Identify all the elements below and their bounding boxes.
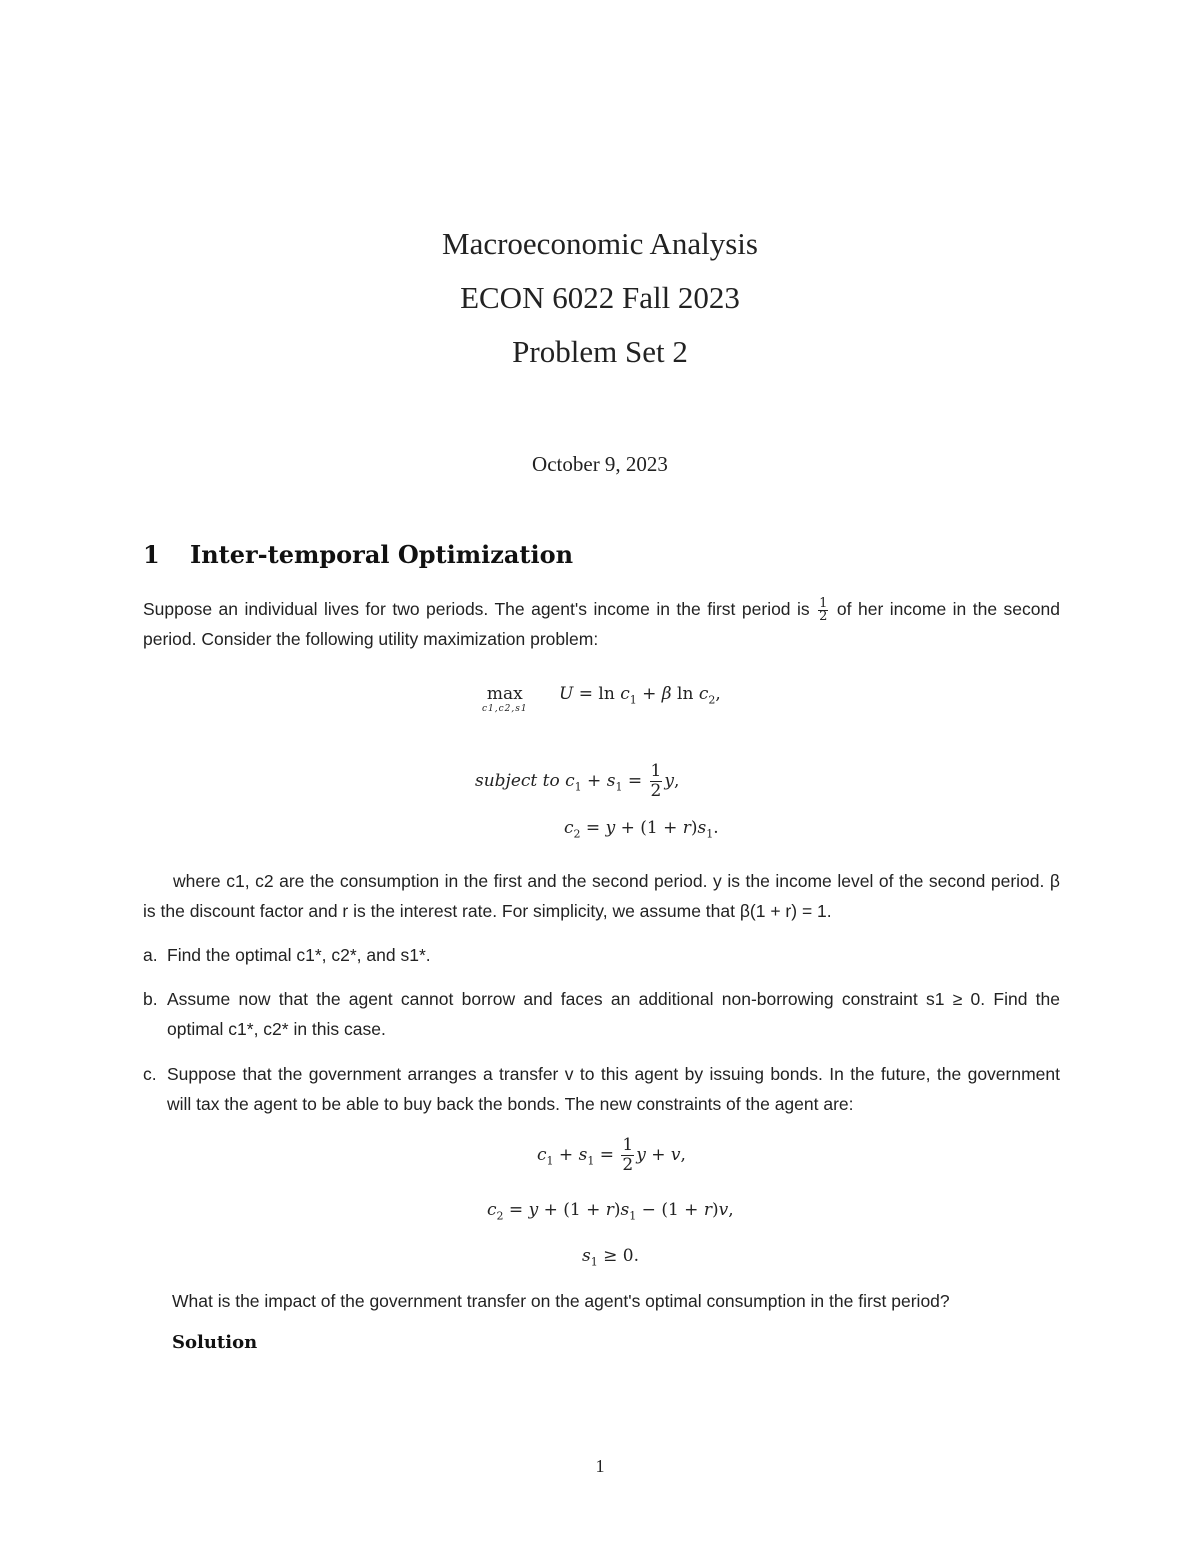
definitions-paragraph: where c1, c2 are the consumption in the first and the second period. y is the income level of the second period. β is the discount factor and r is the interest rate. For simplicity, we assume that β(1 + r) = 1.	[143, 871, 1060, 921]
course-title: ECON 6022 Fall 2023	[460, 280, 740, 315]
section-title: Inter-temporal Optimization	[190, 540, 574, 569]
new-constraint-1: $c_1 + s_1$ = $\frac{1}{2}$ y + v,	[537, 1135, 686, 1175]
budget-constraint-2: $c_2 = y + (1 + r)s_1$.	[564, 818, 719, 841]
section-heading	[143, 540, 573, 569]
solution-label: Solution	[172, 1332, 258, 1353]
document-title: Macroeconomic Analysis	[442, 226, 758, 261]
new-constraint-2: $c_2 = y + (1 + r)s_1 - (1 + r)v$,	[487, 1200, 734, 1223]
objective-equation: max c1,c2,s1 $U = \ln c_1 + \beta$ $\ln c_2$,	[482, 684, 721, 714]
budget-constraint-1: subject to $c_1 + s_1$ = $\frac{1}{2}$ y,	[475, 761, 680, 801]
question-b: b. Assume now that the agent cannot borrow and faces an additional non-borrowing constraint s1 ≥ 0. Find the optimal c1*, c2* in this case.	[143, 989, 1060, 1039]
section-number: 1	[143, 540, 160, 569]
intro-paragraph: Suppose an individual lives for two periods. The agent's income in the first period is $\frac{1}{2}$ of her income in the second period. Consider the following utility maximization problem:	[143, 595, 1060, 649]
document-date: October 9, 2023	[532, 452, 668, 476]
one-half-fraction: $\frac{1}{2}$	[819, 595, 828, 624]
impact-question: What is the impact of the government transfer on the agent's optimal consumption in the first period?	[172, 1291, 950, 1311]
problem-set-title: Problem Set 2	[512, 334, 688, 369]
question-c: c. Suppose that the government arranges a transfer v to this agent by issuing bonds. In the future, the government will tax the agent to be able to buy back the bonds. The new constraints of the agent are:	[143, 1064, 1060, 1114]
page-number: 1	[595, 1456, 605, 1476]
question-a: a. Find the optimal c1*, c2*, and s1*.	[143, 945, 431, 965]
new-constraint-3: $s_1 \ge 0$.	[582, 1246, 640, 1269]
